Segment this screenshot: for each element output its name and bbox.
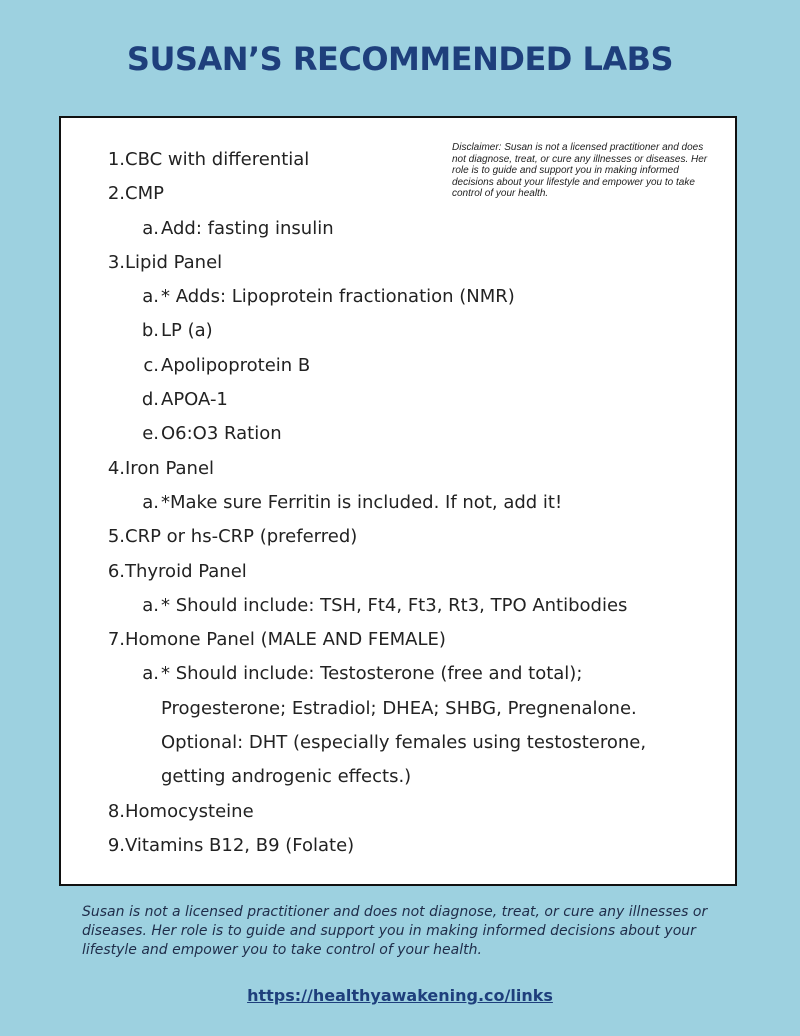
disclaimer-box-text: Disclaimer: Susan is not a licensed practitioner and does not diagnose, treat, or cure any illnesses or diseases. Her role is to guide and support you in making informed decisions about your lifestyle and empower you to take control of your health. (452, 142, 708, 199)
list-item-text: Lipid Panel (125, 251, 223, 273)
labs-box (59, 116, 737, 886)
list-marker: 7. (107, 629, 125, 651)
sub-list-item-text: LP (a) (161, 320, 213, 342)
sub-list-marker: a. (142, 663, 159, 685)
list-item-text: Vitamins B12, B9 (Folate) (125, 834, 355, 856)
list-marker: 5. (107, 526, 125, 548)
sub-list-marker: c. (143, 354, 159, 376)
sub-list-item-text: * Should include: TSH, Ft4, Ft3, Rt3, TPO Antibodies (161, 594, 628, 616)
list-marker: 3. (107, 251, 125, 273)
list-marker: 6. (107, 560, 125, 582)
page-title: SUSAN’S RECOMMENDED LABS (126, 40, 674, 78)
sub-list-marker: d. (141, 389, 159, 411)
list-marker: 2. (107, 183, 125, 205)
sub-list-item-text: Add: fasting insulin (161, 217, 334, 239)
list-item-text: Homone Panel (MALE AND FEMALE) (125, 629, 446, 651)
footer-disclaimer: Susan is not a licensed practitioner and does not diagnose, treat, or cure any illnesses or diseases. Her role is to guide and support you in making informed decisions about your lifestyle and empower you to take control of your health. (82, 904, 708, 958)
sub-list-marker: e. (142, 423, 159, 445)
sub-list-marker: b. (141, 320, 159, 342)
sub-list-marker: a. (142, 217, 159, 239)
list-item-text: CBC with differential (125, 149, 310, 170)
sub-list-item-text: *Make sure Ferritin is included. If not, add it! (161, 491, 563, 513)
list-marker: 9. (107, 834, 125, 856)
list-item-text: Iron Panel (125, 457, 215, 479)
sub-list-marker: a. (142, 491, 159, 513)
sub-list-item-text: Progesterone; Estradiol; DHEA; SHBG, Pregnenalone. (161, 697, 637, 719)
list-item-text: Thyroid Panel (125, 560, 247, 582)
sub-list-item-text: Apolipoprotein B (161, 354, 311, 376)
sub-list-item-text: APOA-1 (161, 389, 228, 411)
sub-list-item-text: * Should include: Testosterone (free and total); (161, 663, 583, 685)
list-item-text: CRP or hs-CRP (preferred) (125, 526, 358, 548)
footer-link[interactable]: https://healthyawakening.co/links (247, 986, 553, 1005)
list-marker: 8. (107, 800, 125, 822)
sub-list-item-text: Optional: DHT (especially females using testosterone, (161, 732, 647, 754)
list-marker: 1. (107, 149, 125, 170)
list-marker: 4. (107, 457, 125, 479)
list-item-text: CMP (125, 183, 164, 205)
list-item-text: Homocysteine (125, 800, 254, 822)
sub-list-item-text: O6:O3 Ration (161, 423, 282, 445)
sub-list-item-text: * Adds: Lipoprotein fractionation (NMR) (161, 286, 515, 308)
sub-list-marker: a. (142, 286, 159, 308)
sub-list-marker: a. (142, 594, 159, 616)
sub-list-item-text: getting androgenic effects.) (161, 766, 412, 788)
